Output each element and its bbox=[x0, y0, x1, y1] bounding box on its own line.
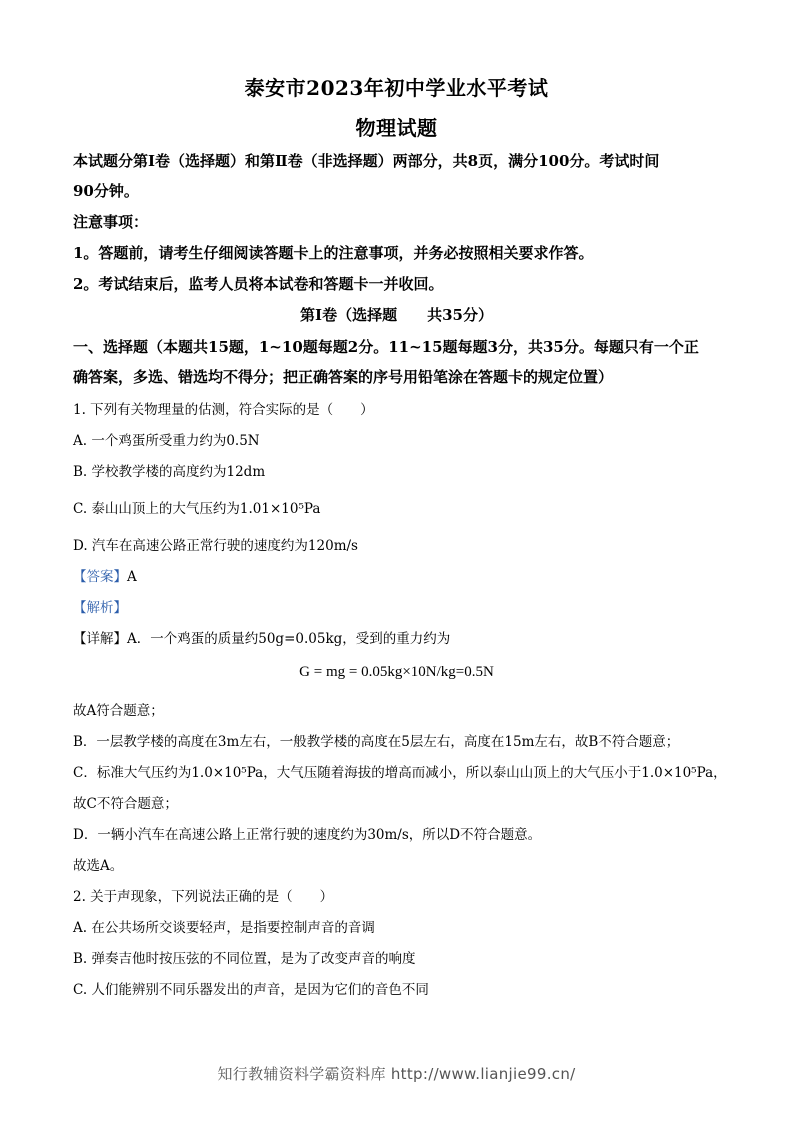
q1-answer-row bbox=[73, 568, 733, 586]
q1-option-d: D. 汽车在高速公路正常行驶的速度约为120m/s bbox=[73, 538, 358, 554]
analysis-tag: 【解析】 bbox=[73, 600, 127, 616]
notice-title: 注意事项： bbox=[73, 213, 149, 231]
q1-detail-4: C．标准大气压约为1.0×10⁵Pa，大气压随着海拔的增高而减小，所以泰山山顶上的大气压小于1.0×10⁵Pa， bbox=[73, 765, 727, 781]
q1-detail-3: B．一层教学楼的高度在3m左右，一般教学楼的高度在5层左右，高度在15m左右，故B不符合题意； bbox=[73, 734, 680, 750]
q2-option-b: B. 弹奏吉他时按压弦的不同位置，是为了改变声音的响度 bbox=[73, 951, 416, 967]
section-instructions-1: 一、选择题（本题共15题，1~10题每题2分。11~15题每题3分，共35分。每题只有一个正 bbox=[73, 338, 699, 356]
q1-option-c: C. 泰山山顶上的大气压约为1.01×10⁵Pa bbox=[73, 501, 321, 517]
answer-tag: 【答案】 bbox=[73, 569, 127, 585]
q1-option-b: B. 学校教学楼的高度约为12dm bbox=[73, 464, 266, 480]
q1-answer: A bbox=[127, 569, 137, 585]
q1-detail-5: 故C不符合题意； bbox=[73, 796, 178, 812]
q2-stem: 2. 关于声现象，下列说法正确的是（ ） bbox=[73, 889, 334, 905]
q1-detail-6: D．一辆小汽车在高速公路上正常行驶的速度约为30m/s，所以D不符合题意。 bbox=[73, 827, 542, 843]
q1-detail-1: 【详解】A．一个鸡蛋的质量约50g=0.05kg，受到的重力约为 bbox=[73, 631, 451, 647]
q1-conclusion: 故选A。 bbox=[73, 858, 124, 874]
q1-stem: 1. 下列有关物理量的估测，符合实际的是（ ） bbox=[73, 402, 374, 418]
q2-option-c: C. 人们能辨别不同乐器发出的声音，是因为它们的音色不同 bbox=[73, 982, 429, 998]
q1-detail-2: 故A符合题意； bbox=[73, 703, 164, 719]
notice-item-2: 2。考试结束后，监考人员将本试卷和答题卡一并收回。 bbox=[73, 275, 444, 293]
footer-watermark: 知行教辅资料学霸资料库 http://www.lianjie99.cn/ bbox=[217, 1065, 576, 1083]
q1-option-a: A. 一个鸡蛋所受重力约为0.5N bbox=[73, 433, 260, 449]
section-instructions-2: 确答案，多选、错选均不得分；把正确答案的序号用铅笔涂在答题卡的规定位置） bbox=[73, 368, 614, 386]
intro-line-1: 本试题分第Ⅰ卷（选择题）和第Ⅱ卷（非选择题）两部分，共8页，满分100分。考试时间 bbox=[73, 152, 660, 170]
q1-formula: G = mg = 0.05kg×10N/kg=0.5N bbox=[299, 664, 494, 680]
exam-title: 泰安市2023年初中学业水平考试 bbox=[244, 76, 549, 100]
intro-line-2: 90分钟。 bbox=[73, 182, 139, 200]
q2-option-a: A. 在公共场所交谈要轻声，是指要控制声音的音调 bbox=[73, 920, 375, 936]
section-heading: 第Ⅰ卷（选择题 共35分） bbox=[300, 306, 493, 324]
exam-subtitle: 物理试题 bbox=[355, 116, 438, 140]
q1-analysis-row bbox=[73, 599, 733, 617]
notice-item-1: 1。答题前，请考生仔细阅读答题卡上的注意事项，并务必按照相关要求作答。 bbox=[73, 244, 594, 262]
